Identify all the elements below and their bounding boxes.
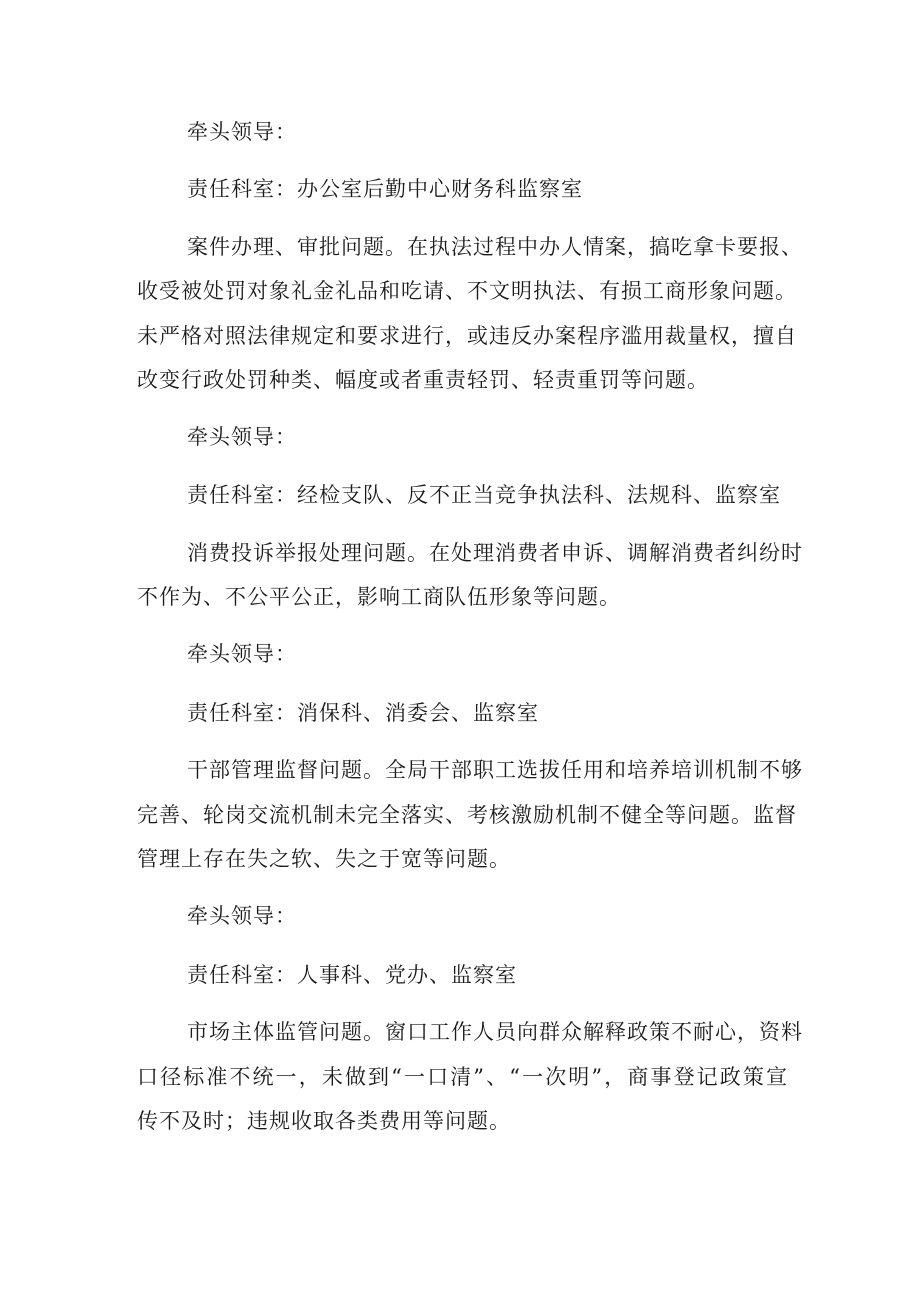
issue-paragraph-line: 案件办理、审批问题。在执法过程中办人情案，搞吃拿卡要报、 — [187, 235, 803, 259]
lead-leader-label: 牵头领导： — [187, 120, 297, 144]
responsible-dept-line: 责任科室：人事科、党办、监察室 — [187, 963, 517, 987]
issue-paragraph-line: 完善、轮岗交流机制未完全落实、考核激励机制不健全等问题。监督 — [137, 803, 797, 827]
issue-paragraph-line: 市场主体监管问题。窗口工作人员向群众解释政策不耐心，资料 — [187, 1020, 803, 1044]
issue-paragraph-line: 消费投诉举报处理问题。在处理消费者申诉、调解消费者纠纷时 — [187, 541, 803, 565]
responsible-dept-line: 责任科室：办公室后勤中心财务科监察室 — [187, 177, 583, 201]
issue-paragraph-line: 传不及时；违规收取各类费用等问题。 — [137, 1109, 511, 1133]
issue-paragraph-line: 管理上存在失之软、失之于宽等问题。 — [137, 847, 511, 871]
lead-leader-label: 牵头领导： — [187, 425, 297, 449]
issue-paragraph-line: 未严格对照法律规定和要求进行，或违反办案程序滥用裁量权，擅自 — [137, 324, 797, 348]
responsible-dept-line: 责任科室：经检支队、反不正当竞争执法科、法规科、监察室 — [187, 483, 781, 507]
lead-leader-label: 牵头领导： — [187, 904, 297, 928]
issue-paragraph-line: 改变行政处罚种类、幅度或者重责轻罚、轻责重罚等问题。 — [137, 368, 709, 392]
issue-paragraph-line: 收受被处罚对象礼金礼品和吃请、不文明执法、有损工商形象问题。 — [137, 279, 797, 303]
issue-paragraph-line: 口径标准不统一，未做到“一口清”、“一次明”，商事登记政策宣 — [137, 1065, 788, 1089]
lead-leader-label: 牵头领导： — [187, 642, 297, 666]
issue-paragraph-line: 不作为、不公平公正，影响工商队伍形象等问题。 — [137, 585, 621, 609]
issue-paragraph-line: 干部管理监督问题。全局干部职工选拔任用和培养培训机制不够 — [187, 758, 803, 782]
responsible-dept-line: 责任科室：消保科、消委会、监察室 — [187, 701, 539, 725]
